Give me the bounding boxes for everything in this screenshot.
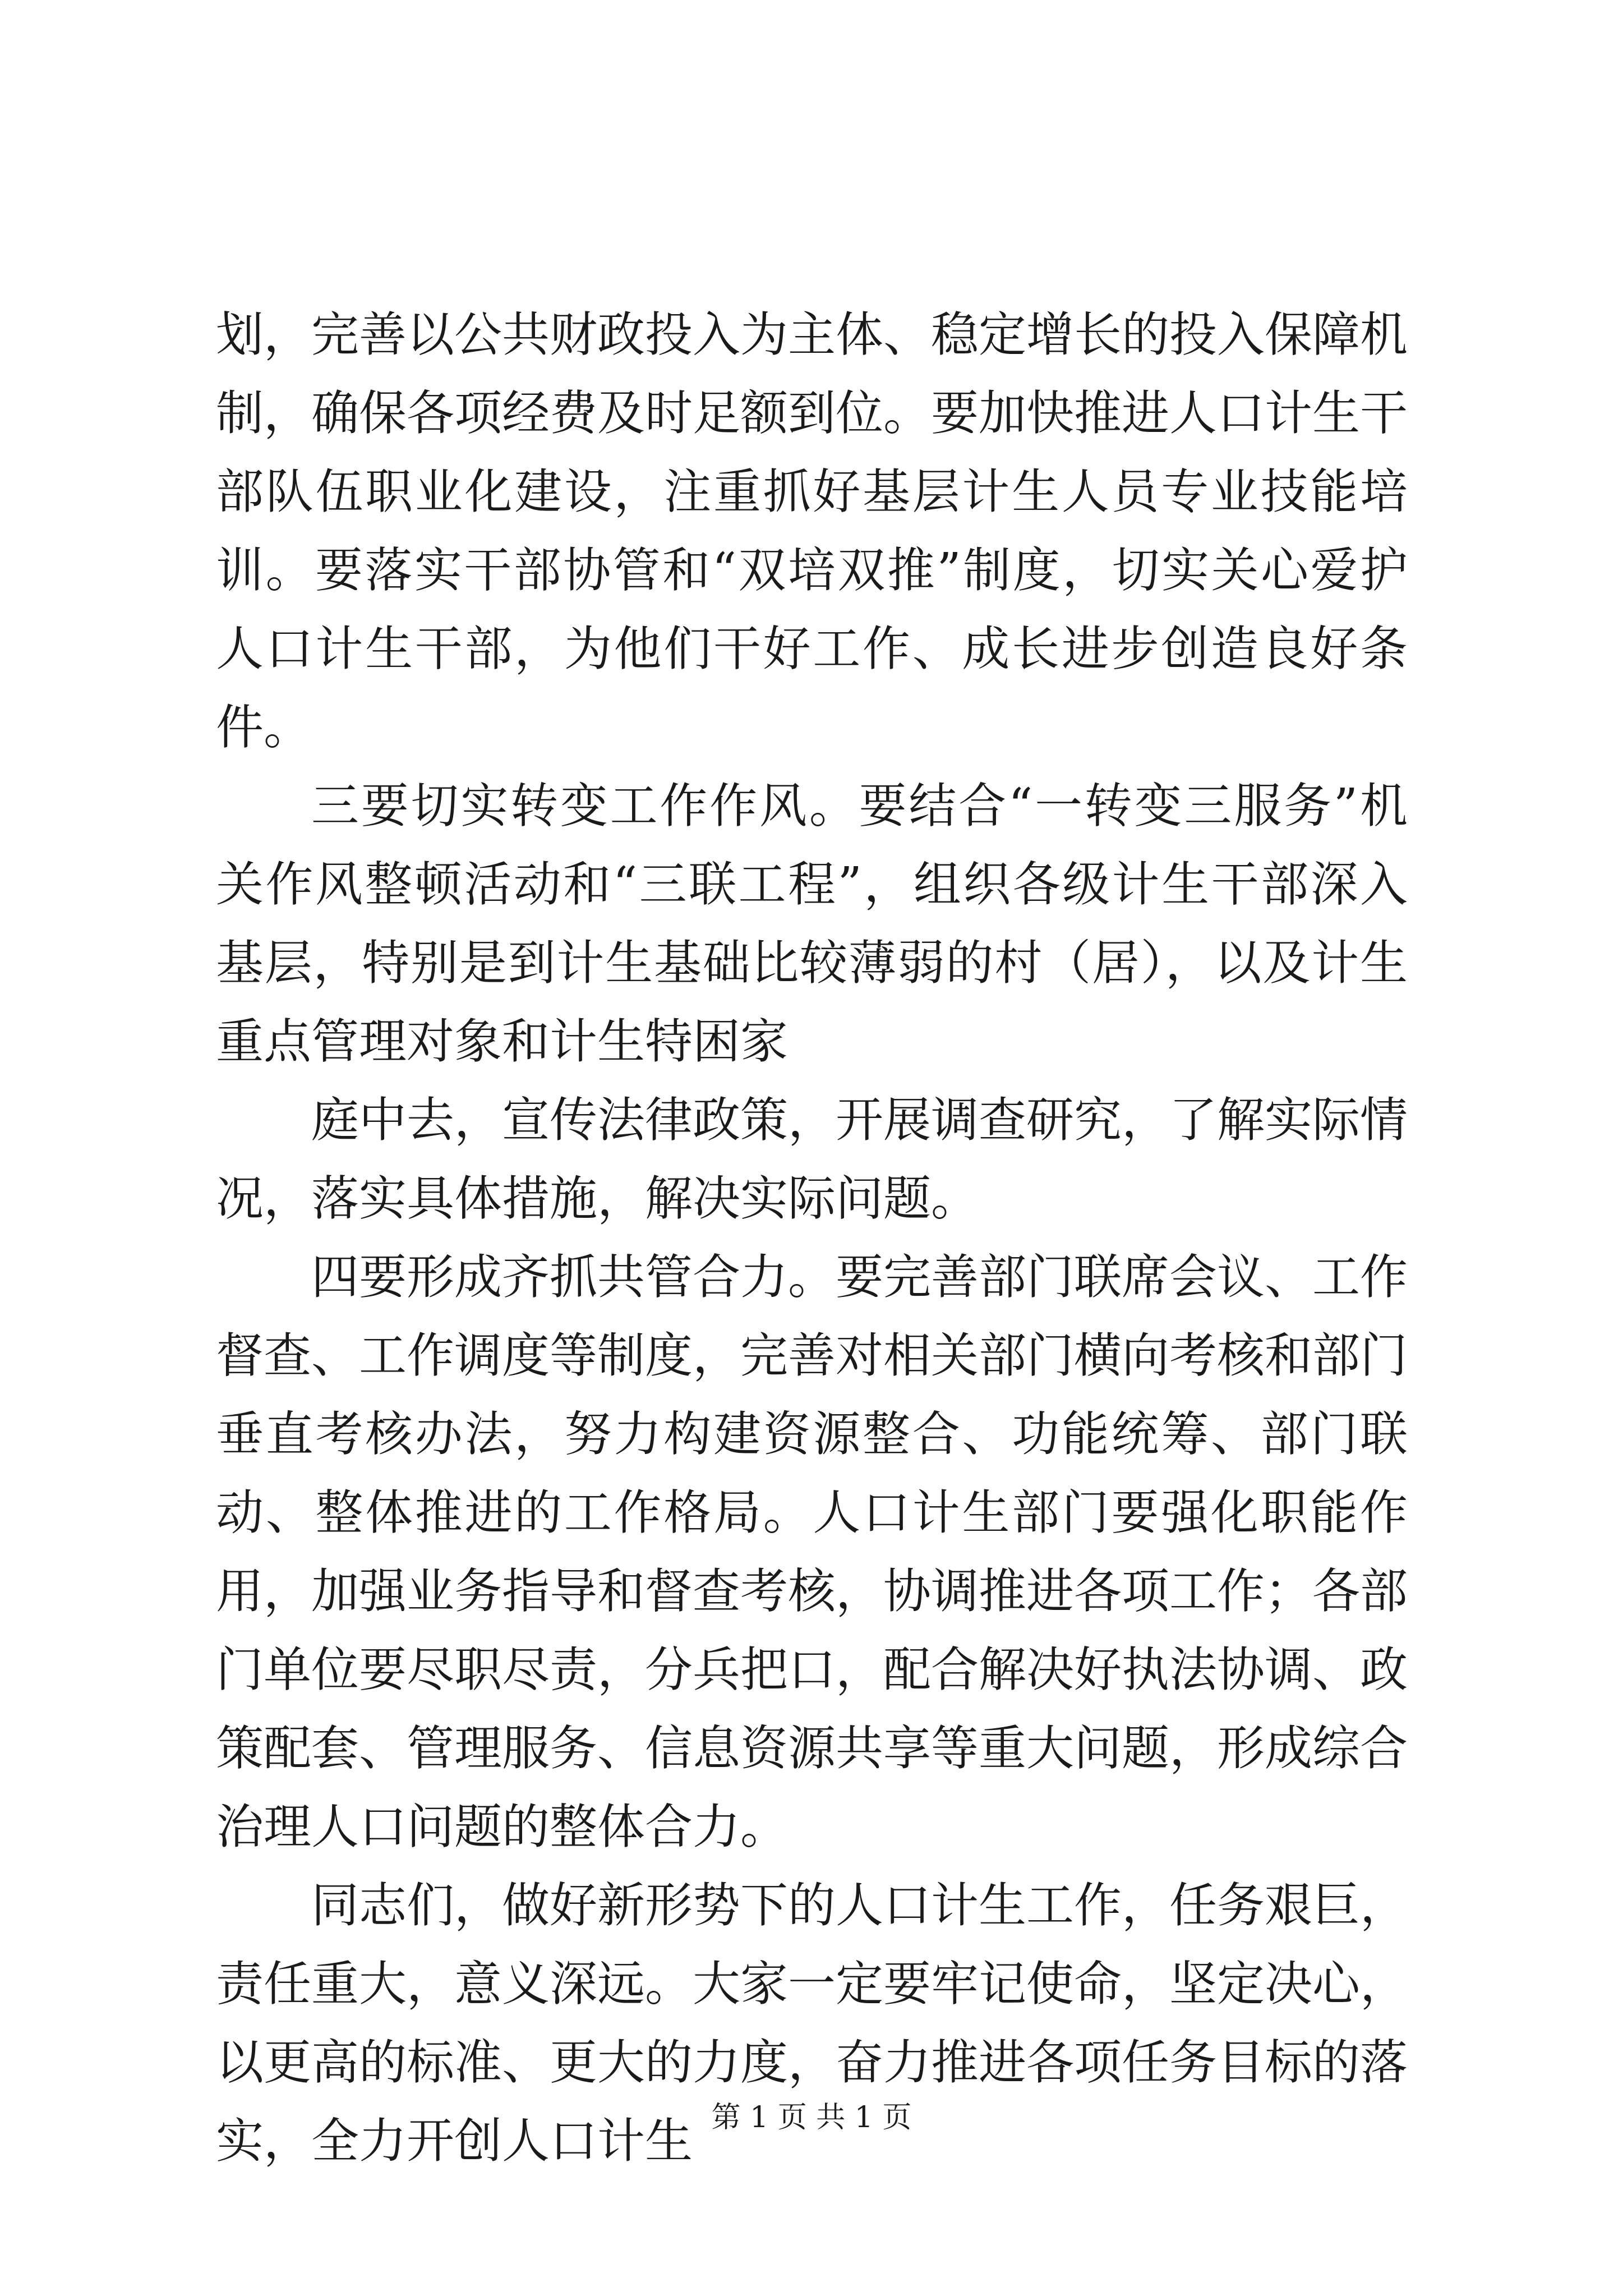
paragraph-continuation: 划，完善以公共财政投入为主体、稳定增长的投入保障机制，确保各项经费及时足额到位。要加快推进人口计生干部队伍职业化建设，注重抓好基层计生人员专业技能培训。要落实干部协管和“双培双推”制度，切实关心爱护人口计生干部，为他们干好工作、成长进步创造良好条件。 xyxy=(216,307,1408,756)
document-body xyxy=(216,296,1408,2181)
paragraph-closing: 同志们，做好新形势下的人口计生工作，任务艰巨，责任重大，意义深远。大家一定要牢记使命，坚定决心，以更高的标准、更大的力度，奋力推进各项任务目标的落实，全力开创人口计生 xyxy=(216,1878,1408,2169)
page-number-footer: 第 1 页 共 1 页 xyxy=(711,2101,912,2134)
paragraph-work-style-cont: 庭中去，宣传法律政策，开展调查研究，了解实际情况，落实具体措施，解决实际问题。 xyxy=(216,1093,1408,1227)
paragraph-joint-force: 四要形成齐抓共管合力。要完善部门联席会议、工作督查、工作调度等制度，完善对相关部门横向考核和部门垂直考核办法，努力构建资源整合、功能统筹、部门联动、整体推进的工作格局。人口计生部门要强化职能作用，加强业务指导和督查考核，协调推进各项工作；各部门单位要尽职尽责，分兵把口，配合解决好执法协调、政策配套、管理服务、信息资源共享等重大问题，形成综合治理人口问题的整体合力。 xyxy=(216,1250,1408,1855)
paragraph-work-style: 三要切实转变工作作风。要结合“一转变三服务”机关作风整顿活动和“三联工程”，组织各级计生干部深入基层，特别是到计生基础比较薄弱的村（居），以及计生重点管理对象和计生特困家 xyxy=(216,779,1408,1070)
